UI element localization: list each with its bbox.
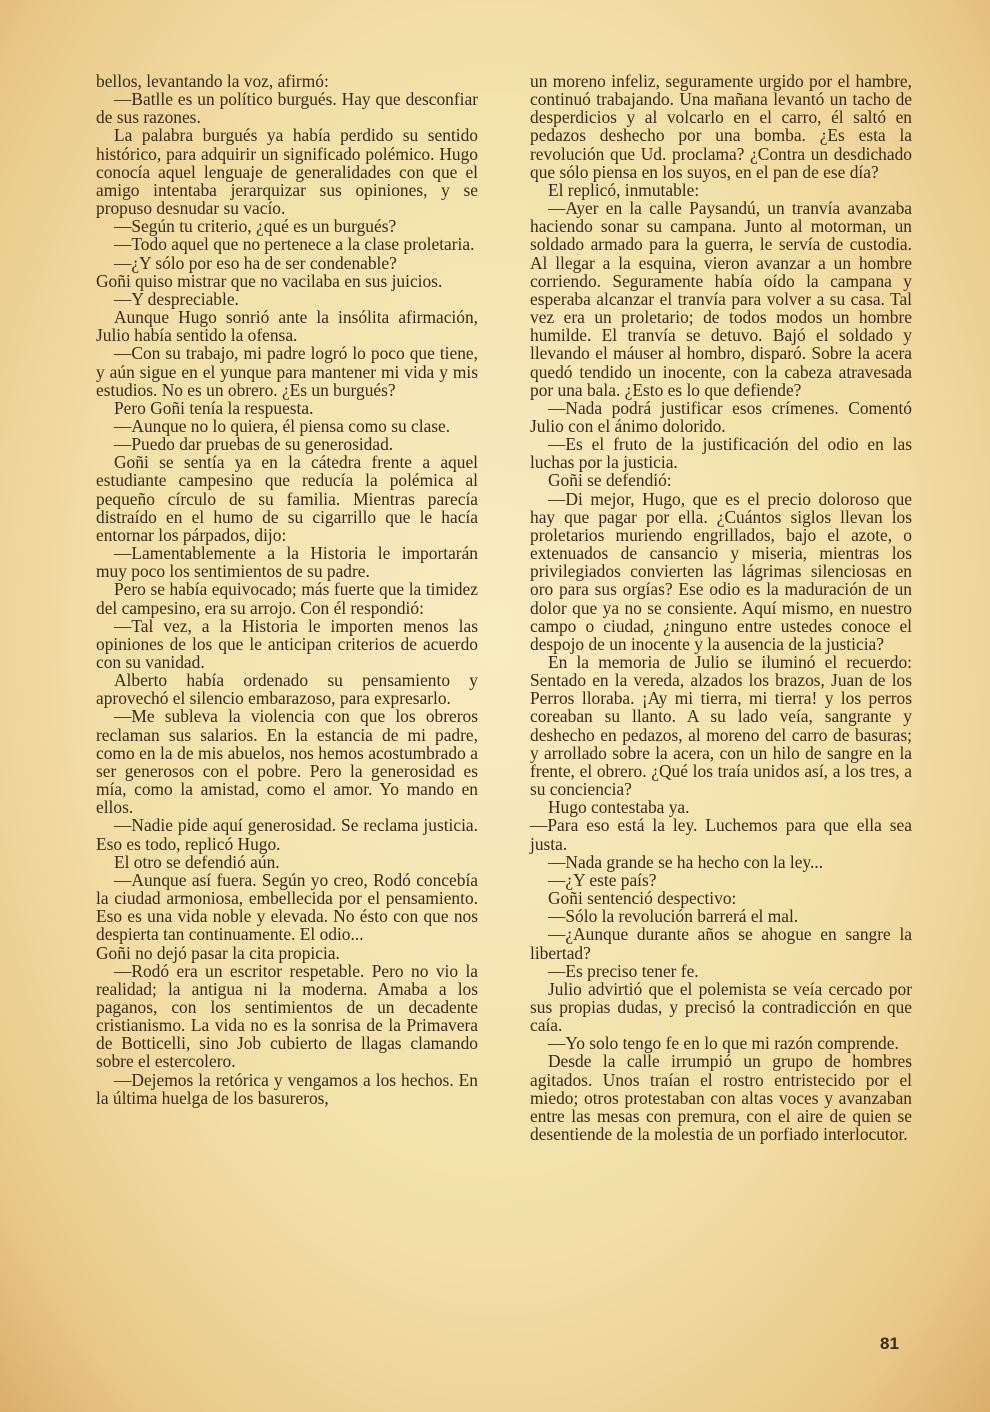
paragraph: La palabra burgués ya había perdido su sentido histórico, para adquirir un significado polémico. Hugo conocía aquel lenguaje de generalidades con que el amigo intentaba jerarquizar sus opiniones, y se propuso desnudar su vacío. — [96, 125, 478, 219]
paragraph: —Según tu criterio, ¿qué es un burgués? — [114, 216, 397, 237]
paragraph: El replicó, inmutable: — [548, 179, 700, 200]
paragraph: —Nada podrá justificar esos crímenes. Comentó Julio con el ánimo dolorido. — [530, 397, 912, 436]
paragraph: —Todo aquel que no pertenece a la clase proletaria. — [114, 234, 475, 255]
paragraph: un moreno infeliz, seguramente urgido por el hambre, continuó trabajando. Una mañana levantó un tacho de desperdicios y al volcarlo en el carro, él saltó en pedazos deshecho por una bomba. ¿Es esta la revolución que Ud. proclama? ¿Contra un desdichado que sólo piensa en los suyos, en el pan de ese día? — [530, 71, 912, 182]
paragraph: —Y despreciable. — [114, 288, 239, 309]
paragraph: —Con su trabajo, mi padre logró lo poco que tiene, y aún sigue en el yunque para mantener mi vida y mis estudios. No es un obrero. ¿Es un burgués? — [96, 343, 478, 400]
paragraph: —Ayer en la calle Paysandú, un tranvía avanzaba haciendo sonar su campana. Junto al motorman, un soldado armado para la guerra, le servía de custodia. Al llegar a la esquina, vieron avanzar a un hombre corriendo. Seguramente había oído la campana y esperaba alcanzar el tranvía para volver a su casa. Tal vez era un proletario; de todos modos un hombre humilde. El tranvía se detuvo. Bajó el soldado y llevando el máuser al hombro, disparó. Sobre la acera quedó tendido un inocente, con la cabeza atravesada por una bala. ¿Esto es lo que defiende? — [530, 198, 912, 400]
paragraph: —Para eso está la ley. Luchemos para que ella sea justa. — [530, 815, 912, 854]
page-number: 81 — [880, 1334, 899, 1353]
paragraph: —¿Y sólo por eso ha de ser condenable? — [114, 252, 397, 273]
paragraph: —¿Y este país? — [548, 869, 657, 890]
paragraph: —Es el fruto de la justificación del odio en las luchas por la justicia. — [530, 434, 912, 473]
paragraph: Goñi se defendió: — [548, 470, 672, 491]
paragraph: —Es preciso tener fe. — [548, 960, 699, 981]
paragraph: Goñi sentenció despectivo: — [548, 888, 737, 909]
paragraph: Goñi quiso mistrar que no vacilaba en sus juicios. — [96, 270, 443, 291]
paragraph: —Di mejor, Hugo, que es el precio doloroso que hay que pagar por ella. ¿Cuántos siglos llevan los proletarios muriendo engrillados, bajo el azote, o extenuados de cansancio y miseria, mientras los privilegiados convierten las lágrimas silenciosas en oro para sus orgías? Ese odio es la maduración de un dolor que ya no se consiente. Aquí mismo, en nuestro campo o ciudad, ¿ninguno entre ustedes conoce el despojo de un inocente y la ausencia de la justicia? — [530, 488, 912, 654]
paragraph: En la memoria de Julio se iluminó el recuerdo: Sentado en la vereda, alzados los brazos, Juan de los Perros lloraba. ¡Ay mi tierra, mi tierra! y los perros coreaban su llanto. A su lado veía, sangrante y deshecho en pedazos, al moreno del carro de basuras; y arrollado sobre la acera, con un hilo de sangre en la frente, el obrero. ¿Qué los traía unidos así, a los tres, a su conciencia? — [530, 652, 912, 800]
paragraph: —Nadie pide aquí generosidad. Se reclama justicia. Eso es todo, replicó Hugo. — [96, 815, 478, 854]
paragraph: Goñi no dejó pasar la cita propicia. — [96, 942, 340, 963]
paragraph: —Rodó era un escritor respetable. Pero no vio la realidad; la antigua ni la moderna. Amaba a los paganos, con los sentimientos de un decadente cristianismo. La vida no es la sonrisa de la Primavera de Botticelli, sino Job cubierto de llagas clamando sobre el estercolero. — [96, 960, 478, 1072]
paragraph: Alberto había ordenado su pensamiento y aprovechó el silencio embarazoso, para expresarlo. — [96, 670, 478, 709]
paragraph: Julio advirtió que el polemista se veía cercado por sus propias dudas, y precisó la contradicción en que caía. — [530, 978, 912, 1036]
paragraph: —Aunque no lo quiera, él piensa como su clase. — [114, 415, 451, 436]
paragraph: —Puedo dar pruebas de su generosidad. — [114, 434, 394, 455]
paragraph: Hugo contestaba ya. — [548, 797, 690, 818]
paragraph: Goñi se sentía ya en la cátedra frente a aquel estudiante campesino que reducía la polémica al pequeño círculo de su familia. Mientras parecía distraído en el humo de su cigarrillo que le hacía entornar los párpados, dijo: — [96, 452, 478, 545]
paragraph: Desde la calle irrumpió un grupo de hombres agitados. Unos traían el rostro entristecido por el miedo; otros protestaban con altas voces y avanzaban entre las mesas con premura, con el aire de quien se desentiende de la molestia de un porfiado interlocutor. — [530, 1051, 912, 1145]
paragraph: —Yo solo tengo fe en lo que mi razón comprende. — [548, 1033, 899, 1054]
paragraph: —Tal vez, a la Historia le importen menos las opiniones de los que le anticipan criterios de acuerdo con su vanidad. — [96, 615, 478, 672]
paragraph: Aunque Hugo sonrió ante la insólita afirmación, Julio había sentido la ofensa. — [96, 307, 478, 346]
paragraph: Pero se había equivocado; más fuerte que la timidez del campesino, era su arrojo. Con él respondió: — [96, 579, 478, 618]
right-column — [530, 72, 912, 1143]
paragraph: El otro se defendió aún. — [114, 851, 280, 872]
paragraph: —¿Aunque durante años se ahogue en sangre la libertad? — [530, 924, 912, 963]
paragraph: —Dejemos la retórica y vengamos a los hechos. En la última huelga de los basureros, — [96, 1069, 478, 1108]
paragraph: Pero Goñi tenía la respuesta. — [114, 397, 314, 418]
paragraph: —Lamentablemente a la Historia le importarán muy poco los sentimientos de su padre. — [96, 543, 478, 582]
paragraph: —Batlle es un político burgués. Hay que desconfiar de sus razones. — [96, 89, 478, 128]
paragraph: bellos, levantando la voz, afirmó: — [96, 71, 329, 91]
paragraph: —Aunque así fuera. Según yo creo, Rodó concebía la ciudad armoniosa, embellecida por el pensamiento. Eso es una vida noble y elevada. No ésto con que nos despierta tan continuamente. El odio... — [96, 869, 478, 945]
left-column — [96, 72, 478, 1107]
paragraph: —Sólo la revolución barrerá el mal. — [548, 906, 799, 927]
paragraph: —Nada grande se ha hecho con la ley... — [548, 851, 824, 872]
paragraph: —Me subleva la violencia con que los obreros reclaman sus salarios. En la estancia de mi padre, como en la de mis abuelos, nos hemos acostumbrado a ser generosos con el pobre. Pero la generosidad es mía, como la amistad, como el amor. Yo mando en ellos. — [96, 706, 478, 818]
